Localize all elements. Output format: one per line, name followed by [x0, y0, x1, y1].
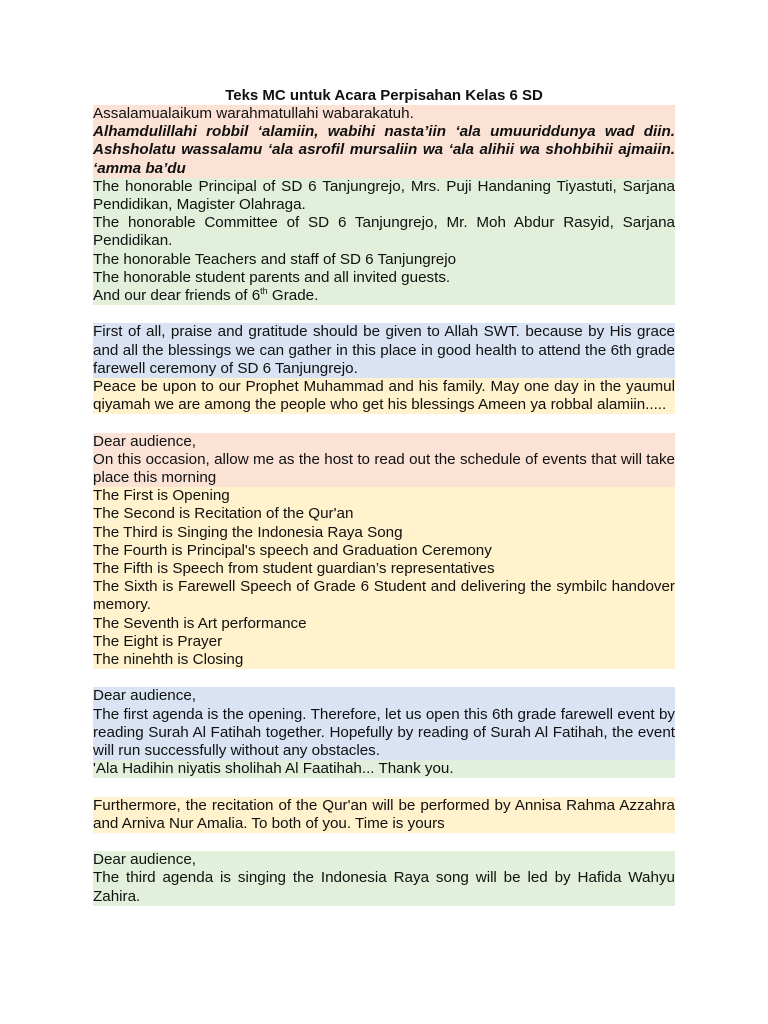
- dear-friends-suffix: Grade.: [267, 287, 319, 305]
- schedule-item: The Fourth is Principal's speech and Graduation Ceremony: [93, 542, 675, 560]
- schedule-item: The Seventh is Art performance: [93, 615, 675, 633]
- first-agenda-closing: 'Ala Hadihin niyatis sholihah Al Faatihah... Thank you.: [93, 760, 675, 778]
- dear-friends-line: [93, 287, 675, 305]
- dear-friends-ordinal: th: [260, 285, 268, 296]
- honorable-teachers: The honorable Teachers and staff of SD 6 Tanjungrejo: [93, 251, 675, 269]
- document-body: [93, 105, 675, 906]
- schedule-dear-audience: Dear audience,: [93, 433, 675, 451]
- paragraph-gap: [93, 778, 675, 796]
- document-title: Teks MC untuk Acara Perpisahan Kelas 6 SD: [225, 87, 543, 104]
- paragraph-gap: [93, 414, 675, 432]
- opening-arabic-praise: Alhamdulillahi robbil ‘alamiin, wabihi nasta’iin ‘ala umuuriddunya wad diin. Ashsholatu wassalamu ‘ala asrofil mursaliin wa ‘ala alihii wa shohbihii ajmaiin. ‘amma ba’du: [93, 123, 675, 177]
- honorable-parents: The honorable student parents and all invited guests.: [93, 269, 675, 287]
- opening-greeting: Assalamualaikum warahmatullahi wabarakatuh.: [93, 105, 675, 123]
- third-agenda-text: The third agenda is singing the Indonesia Raya song will be led by Hafida Wahyu Zahira.: [93, 869, 675, 905]
- paragraph-gap: [93, 669, 675, 687]
- schedule-item: The Sixth is Farewell Speech of Grade 6 Student and delivering the symbilc handover memory.: [93, 578, 675, 614]
- paragraph-gap: [93, 833, 675, 851]
- first-agenda-dear-audience: Dear audience,: [93, 687, 675, 705]
- peace-paragraph: Peace be upon to our Prophet Muhammad and his family. May one day in the yaumul qiyamah we are among the people who get his blessings Ameen ya robbal alamiin.....: [93, 378, 675, 414]
- recitation-paragraph: Furthermore, the recitation of the Qur'an will be performed by Annisa Rahma Azzahra and Arniva Nur Amalia. To both of you. Time is yours: [93, 796, 675, 832]
- schedule-intro-text: On this occasion, allow me as the host to read out the schedule of events that will take place this morning: [93, 450, 675, 487]
- schedule-item: The First is Opening: [93, 487, 675, 505]
- gratitude-paragraph: First of all, praise and gratitude should be given to Allah SWT. because by His grace and all the blessings we can gather in this place in good health to attend the 6th grade farewell ceremony of SD 6 Tanjungrejo.: [93, 323, 675, 377]
- schedule-item: The Second is Recitation of the Qur'an: [93, 505, 675, 523]
- honorable-principal: The honorable Principal of SD 6 Tanjungrejo, Mrs. Puji Handaning Tiyastuti, Sarjana Pendidikan, Magister Olahraga.: [93, 177, 675, 214]
- first-agenda-text: The first agenda is the opening. Therefore, let us open this 6th grade farewell event by reading Surah Al Fatihah together. Hopefully by reading of Surah Al Fatihah, the event will run successfully without any obstacles.: [93, 705, 675, 760]
- schedule-item: The Fifth is Speech from student guardian’s representatives: [93, 560, 675, 578]
- schedule-item: The Eight is Prayer: [93, 633, 675, 651]
- schedule-item: The Third is Singing the Indonesia Raya Song: [93, 524, 675, 542]
- dear-friends-prefix: And our dear friends of 6: [93, 287, 261, 305]
- schedule-item: The ninehth is Closing: [93, 651, 675, 669]
- honorable-committee: The honorable Committee of SD 6 Tanjungrejo, Mr. Moh Abdur Rasyid, Sarjana Pendidikan.: [93, 214, 675, 250]
- third-agenda-dear-audience: Dear audience,: [93, 851, 675, 869]
- paragraph-gap: [93, 305, 675, 323]
